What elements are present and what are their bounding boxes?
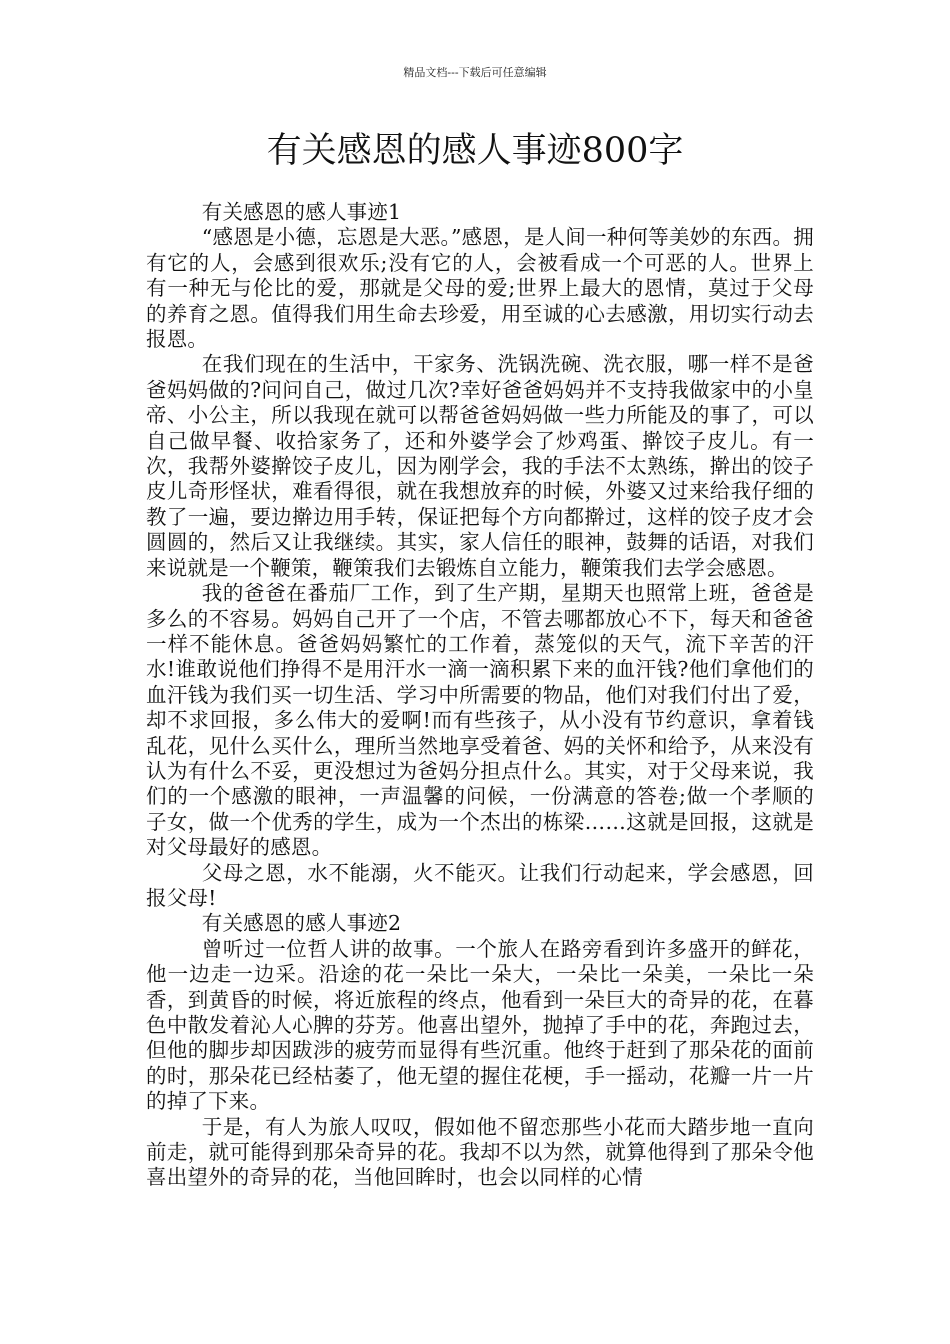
body-paragraph: 在我们现在的生活中，干家务、洗锅洗碗、洗衣服，哪一样不是爸爸妈妈做的?问问自己，做过几次?幸好爸爸妈妈并不支持我做家中的小皇帝、小公主，所以我现在就可以帮爸爸妈妈做一些力所能及的事了，可以自己做早餐、收拾家务了，还和外婆学会了炒鸡蛋、擀饺子皮儿。有一次，我帮外婆擀饺子皮儿，因为刚学会，我的手法不太熟练，擀出的饺子皮儿奇形怪状，难看得很，就在我想放弃的时候，外婆又过来给我仔细的教了一遍，要边擀边用手转，保证把每个方向都擀过，这样的饺子皮才会圆圆的，然后又让我继续。其实，家人信任的眼神，鼓舞的话语，对我们来说就是一个鞭策，鞭策我们去锻炼自立能力，鞭策我们去学会感恩。 [146, 352, 814, 580]
body-paragraph: 我的爸爸在番茄厂工作，到了生产期，星期天也照常上班，爸爸是多么的不容易。妈妈自己开了一个店，不管去哪都放心不下，每天和爸爸一样不能休息。爸爸妈妈繁忙的工作着，蒸笼似的天气，流下辛苦的汗水!谁敢说他们挣得不是用汗水一滴一滴积累下来的血汗钱?他们拿他们的血汗钱为我们买一切生活、学习中所需要的物品，他们对我们付出了爱，却不求回报，多么伟大的爱啊!而有些孩子，从小没有节约意识，拿着钱乱花，见什么买什么，理所当然地享受着爸、妈的关怀和给予，从来没有认为有什么不妥，更没想过为爸妈分担点什么。其实，对于父母来说，我们的一个感激的眼神，一声温馨的问候，一份满意的答卷;做一个孝顺的子女，做一个优秀的学生，成为一个杰出的栋梁……这就是回报，这就是对父母最好的感恩。 [146, 581, 814, 860]
document-title: 有关感恩的感人事迹800字 [266, 131, 684, 171]
section-heading-2: 有关感恩的感人事迹2 [201, 911, 402, 936]
body-paragraph: 曾听过一位哲人讲的故事。一个旅人在路旁看到许多盛开的鲜花，他一边走一边采。沿途的花一朵比一朵大，一朵比一朵美，一朵比一朵香，到黄昏的时候，将近旅程的终点，他看到一朵巨大的奇异的花，在暮色中散发着沁人心脾的芬芳。他喜出望外，抛掉了手中的花，奔跑过去，但他的脚步却因跋涉的疲劳而显得有些沉重。他终于赶到了那朵花的面前的时，那朵花已经枯萎了，他无望的握住花梗，手一摇动，花瓣一片一片的掉了下来。 [146, 936, 814, 1114]
document-body [146, 200, 814, 1191]
body-paragraph: 于是，有人为旅人叹叹，假如他不留恋那些小花而大踏步地一直向前走，就可能得到那朵奇异的花。我却不以为然，就算他得到了那朵令他喜出望外的奇异的花，当他回眸时，也会以同样的心情 [146, 1114, 814, 1190]
section-heading-1: 有关感恩的感人事迹1 [201, 200, 402, 224]
body-paragraph: 父母之恩，水不能溺，火不能灭。让我们行动起来，学会感恩，回报父母! [146, 860, 814, 910]
page-header-note: 精品文档---下载后可任意编辑 [403, 66, 547, 79]
body-paragraph: “感恩是小德，忘恩是大恶。”感恩，是人间一种何等美妙的东西。拥有它的人，会感到很欢乐;没有它的人，会被看成一个可恶的人。世界上有一种无与伦比的爱，那就是父母的爱;世界上最大的恩情，莫过于父母的养育之恩。值得我们用生命去珍爱，用至诚的心去感激，用切实行动去报恩。 [146, 225, 814, 352]
